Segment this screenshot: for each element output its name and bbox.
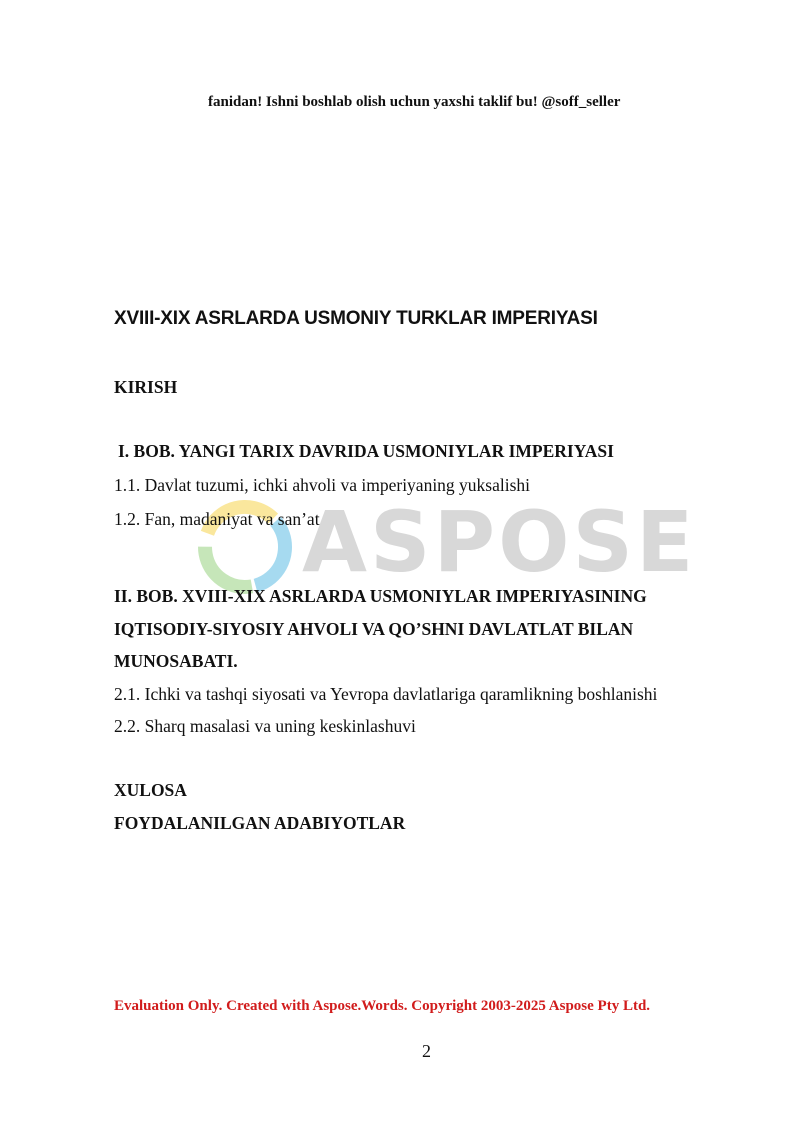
evaluation-notice: Evaluation Only. Created with Aspose.Words. Copyright 2003-2025 Aspose Pty Ltd. [114, 998, 651, 1014]
chapter1-item: 1.1. Davlat tuzumi, ichki ahvoli va imperiyaning yuksalishi [114, 475, 531, 495]
header-note: fanidan! Ishni boshlab olish uchun yaxshi taklif bu! @soff_seller [208, 94, 621, 110]
chapter2-heading-line: II. BOB. XVIII-XIX ASRLARDA USMONIYLAR IMPERIYASINING [114, 586, 647, 606]
intro-heading: KIRISH [114, 377, 178, 397]
document-title: XVIII-XIX ASRLARDA USMONIY TURKLAR IMPERIYASI [114, 308, 598, 329]
conclusion-heading: XULOSA [114, 780, 187, 800]
chapter2-item: 2.1. Ichki va tashqi siyosati va Yevropa davlatlariga qaramlikning boshlanishi [114, 684, 658, 704]
chapter2-heading-line: MUNOSABATI. [114, 651, 238, 671]
chapter1-item: 1.2. Fan, madaniyat va san’at [114, 509, 320, 529]
watermark-text: ASPOSE [302, 493, 697, 591]
page-number: 2 [422, 1041, 431, 1061]
chapter1-heading: I. BOB. YANGI TARIX DAVRIDA USMONIYLAR IMPERIYASI [118, 441, 614, 461]
chapter2-heading-line: IQTISODIY-SIYOSIY AHVOLI VA QO’SHNI DAVLATLAT BILAN [114, 619, 634, 639]
chapter2-item: 2.2. Sharq masalasi va uning keskinlashuvi [114, 716, 416, 736]
references-heading: FOYDALANILGAN ADABIYOTLAR [114, 813, 406, 833]
